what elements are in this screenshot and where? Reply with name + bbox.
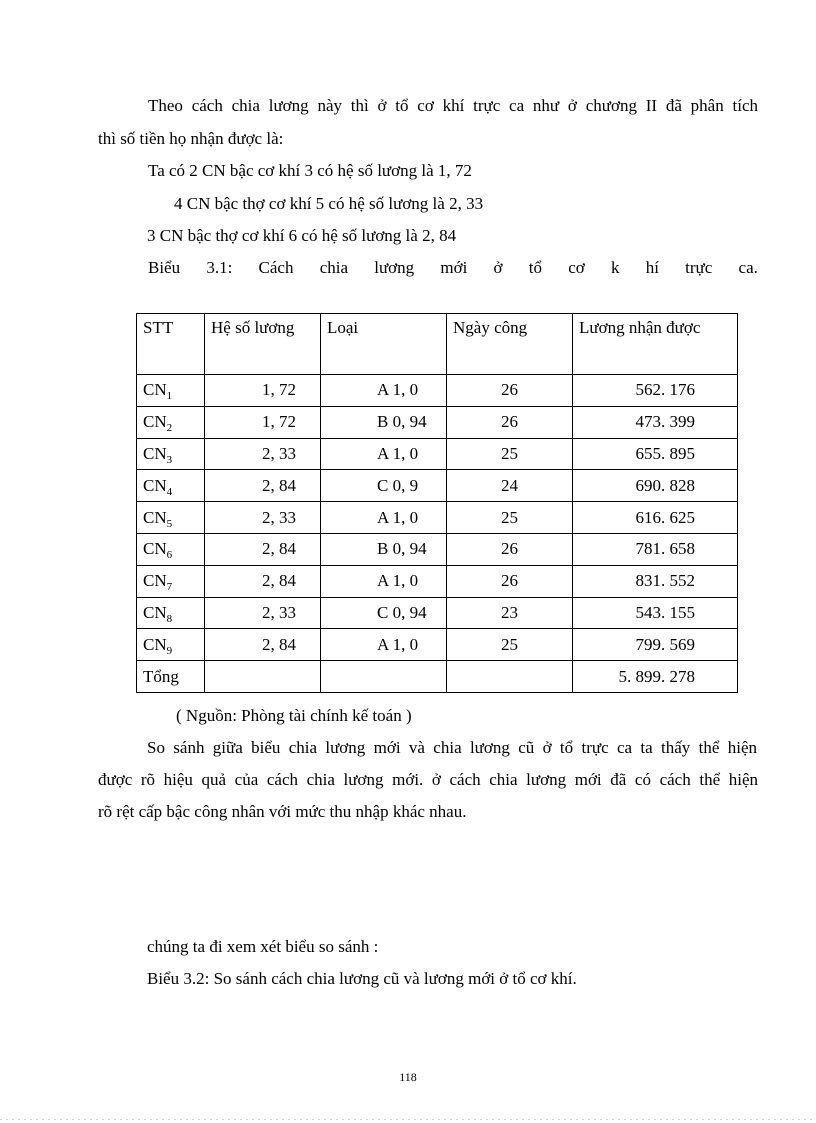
cell-stt: $CN_1$: [137, 375, 205, 407]
table-row: [137, 629, 738, 661]
cell-coefficient: 1, 72: [205, 406, 321, 438]
caption-word: hí: [645, 258, 659, 277]
caption-word: Biểu: [148, 258, 181, 277]
cell-stt: $CN_9$: [137, 629, 205, 661]
salary-table: [136, 313, 738, 693]
table-row: [137, 597, 738, 629]
empty-cell: [321, 661, 447, 693]
cell-type: B 0, 94: [321, 533, 447, 565]
paragraph-1-line-2: thì số tiền họ nhận được là:: [98, 129, 284, 148]
total-value: 5. 899. 278: [573, 661, 738, 693]
table-row: [137, 406, 738, 438]
cell-coefficient: 2, 33: [205, 438, 321, 470]
cell-salary: 616. 625: [573, 502, 738, 534]
cell-stt: $CN_8$: [137, 597, 205, 629]
cell-salary: 690. 828: [573, 470, 738, 502]
cell-salary: 562. 176: [573, 375, 738, 407]
cell-days: 26: [447, 375, 573, 407]
cell-coefficient: 2, 84: [205, 565, 321, 597]
table-row: [137, 533, 738, 565]
cell-salary: 831. 552: [573, 565, 738, 597]
cell-salary: 543. 155: [573, 597, 738, 629]
cell-days: 26: [447, 406, 573, 438]
cell-salary: 799. 569: [573, 629, 738, 661]
cell-stt: $CN_7$: [137, 565, 205, 597]
cell-stt: $CN_5$: [137, 502, 205, 534]
caption-word: Cách: [258, 258, 294, 277]
cell-stt: $CN_4$: [137, 470, 205, 502]
caption-word: ở: [493, 258, 503, 277]
cell-days: 23: [447, 597, 573, 629]
table-row: [137, 438, 738, 470]
cell-salary: 473. 399: [573, 406, 738, 438]
cell-type: A 1, 0: [321, 565, 447, 597]
cell-type: A 1, 0: [321, 375, 447, 407]
empty-cell: [447, 661, 573, 693]
header-salary: Lương nhận được: [573, 314, 738, 375]
caption-word: ca.: [738, 258, 758, 277]
paragraph-3: chúng ta đi xem xét biểu so sánh :: [147, 937, 379, 956]
paragraph-2-line-3: rõ rệt cấp bậc công nhân với mức thu nhập khác nhau.: [98, 802, 467, 821]
cell-salary: 655. 895: [573, 438, 738, 470]
table-header-row: [137, 314, 738, 375]
caption-word: lương: [374, 258, 415, 277]
caption-word: cơ: [568, 258, 585, 277]
cell-days: 25: [447, 629, 573, 661]
caption-word: trực: [685, 258, 713, 277]
page-bottom-border: [0, 1119, 816, 1120]
cell-coefficient: 2, 84: [205, 629, 321, 661]
cell-stt: $CN_3$: [137, 438, 205, 470]
cell-stt: $CN_2$: [137, 406, 205, 438]
cell-coefficient: 1, 72: [205, 375, 321, 407]
caption-word: k: [610, 258, 620, 277]
table-caption-3-2: Biểu 3.2: So sánh cách chia lương cũ và lương mới ở tổ cơ khí.: [147, 969, 577, 988]
caption-word: tổ: [528, 258, 542, 277]
cell-coefficient: 2, 33: [205, 597, 321, 629]
table-row: [137, 375, 738, 407]
cell-type: A 1, 0: [321, 502, 447, 534]
cell-days: 24: [447, 470, 573, 502]
total-label: Tổng: [137, 661, 205, 693]
cell-stt: $CN_6$: [137, 533, 205, 565]
table-total-row: [137, 661, 738, 693]
header-stt: STT: [137, 314, 205, 375]
cell-days: 25: [447, 438, 573, 470]
cell-type: A 1, 0: [321, 438, 447, 470]
cell-days: 25: [447, 502, 573, 534]
cell-coefficient: 2, 33: [205, 502, 321, 534]
page-number: 118: [399, 1070, 417, 1084]
caption-word: chia: [319, 258, 349, 277]
cell-coefficient: 2, 84: [205, 470, 321, 502]
header-coefficient: Hệ số lương: [205, 314, 321, 375]
paragraph-2-line-2: được rõ hiệu quả của cách chia lương mới. ở cách chia lương mới đã có cách thể hiện: [98, 770, 758, 789]
list-item-3: 3 CN bậc thợ cơ khí 6 có hệ số lương là 2, 84: [147, 226, 457, 245]
table-source-note: ( Nguồn: Phòng tài chính kế toán ): [176, 706, 412, 725]
table-row: [137, 502, 738, 534]
table-row: [137, 565, 738, 597]
cell-coefficient: 2, 84: [205, 533, 321, 565]
cell-days: 26: [447, 565, 573, 597]
table-row: [137, 470, 738, 502]
cell-salary: 781. 658: [573, 533, 738, 565]
cell-type: C 0, 9: [321, 470, 447, 502]
cell-days: 26: [447, 533, 573, 565]
paragraph-1-line-1: Theo cách chia lương này thì ở tổ cơ khí trực ca như ở chương II đã phân tích: [148, 96, 758, 115]
cell-type: A 1, 0: [321, 629, 447, 661]
list-item-2: 4 CN bậc thợ cơ khí 5 có hệ số lương là 2, 33: [174, 194, 484, 213]
header-type: Loại: [321, 314, 447, 375]
caption-word: mới: [440, 258, 468, 277]
table-caption-3-1: [148, 258, 758, 278]
empty-cell: [205, 661, 321, 693]
header-work-days: Ngày công: [447, 314, 573, 375]
caption-word: 3.1:: [206, 258, 233, 277]
paragraph-2-line-1: So sánh giữa biểu chia lương mới và chia lương cũ ở tổ trực ca ta thấy thể hiện: [147, 738, 757, 757]
cell-type: B 0, 94: [321, 406, 447, 438]
cell-type: C 0, 94: [321, 597, 447, 629]
list-item-1: Ta có 2 CN bậc cơ khí 3 có hệ số lương là 1, 72: [148, 161, 472, 180]
